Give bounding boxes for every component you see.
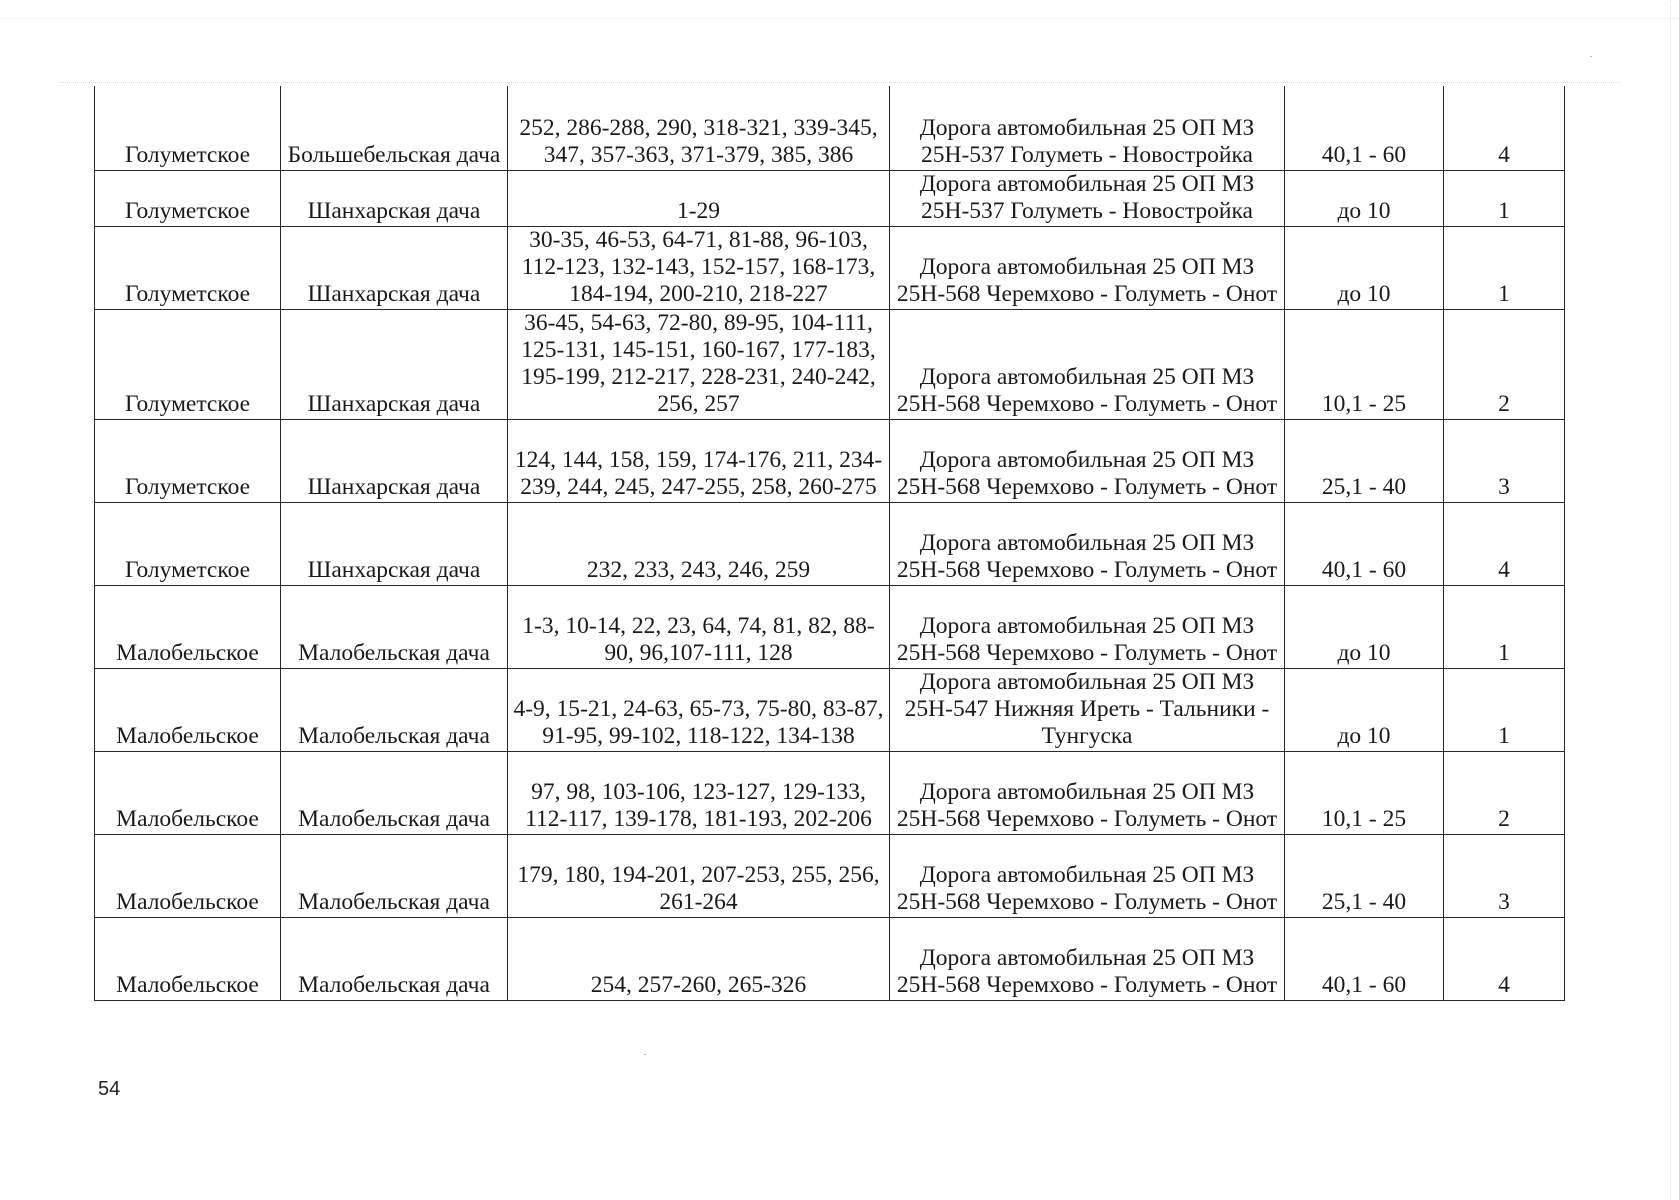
cell-quarters: 36-45, 54-63, 72-80, 89-95, 104-111, 125-131, 145-151, 160-167, 177-183, 195-199, 212-217, 228-231, 240-242, 256, 257	[508, 309, 890, 419]
cell-quarters: 4-9, 15-21, 24-63, 65-73, 75-80, 83-87, 91-95, 99-102, 118-122, 134-138	[508, 668, 890, 751]
cell-settlement: Малобельское	[95, 751, 281, 834]
table-body	[95, 86, 1565, 1000]
scan-artifact-line	[60, 82, 1620, 83]
cell-class: 2	[1444, 751, 1565, 834]
cell-road: Дорога автомобильная 25 ОП МЗ 25Н-568 Черемхово - Голуметь - Онот	[890, 917, 1285, 1000]
cell-forestry: Малобельская дача	[281, 917, 508, 1000]
cell-distance: до 10	[1285, 585, 1444, 668]
cell-class: 2	[1444, 309, 1565, 419]
cell-quarters: 254, 257-260, 265-326	[508, 917, 890, 1000]
forest-quarters-table	[94, 86, 1565, 1001]
cell-forestry: Шанхарская дача	[281, 502, 508, 585]
cell-forestry: Малобельская дача	[281, 751, 508, 834]
cell-distance: 40,1 - 60	[1285, 86, 1444, 170]
cell-class: 1	[1444, 585, 1565, 668]
cell-class: 3	[1444, 419, 1565, 502]
cell-class: 3	[1444, 834, 1565, 917]
cell-quarters: 252, 286-288, 290, 318-321, 339-345, 347, 357-363, 371-379, 385, 386	[508, 86, 890, 170]
cell-road: Дорога автомобильная 25 ОП МЗ 25Н-568 Черемхово - Голуметь - Онот	[890, 502, 1285, 585]
cell-settlement: Малобельское	[95, 585, 281, 668]
cell-road: Дорога автомобильная 25 ОП МЗ 25Н-568 Черемхово - Голуметь - Онот	[890, 419, 1285, 502]
cell-quarters: 1-3, 10-14, 22, 23, 64, 74, 81, 82, 88-90, 96,107-111, 128	[508, 585, 890, 668]
cell-distance: до 10	[1285, 226, 1444, 309]
cell-settlement: Малобельское	[95, 668, 281, 751]
cell-quarters: 1-29	[508, 170, 890, 226]
table-row	[95, 309, 1565, 419]
cell-forestry: Шанхарская дача	[281, 226, 508, 309]
cell-quarters: 179, 180, 194-201, 207-253, 255, 256, 261-264	[508, 834, 890, 917]
cell-settlement: Голуметское	[95, 502, 281, 585]
cell-road: Дорога автомобильная 25 ОП МЗ 25Н-568 Черемхово - Голуметь - Онот	[890, 751, 1285, 834]
cell-class: 1	[1444, 170, 1565, 226]
table-row	[95, 751, 1565, 834]
cell-quarters: 124, 144, 158, 159, 174-176, 211, 234-239, 244, 245, 247-255, 258, 260-275	[508, 419, 890, 502]
cell-road: Дорога автомобильная 25 ОП МЗ 25Н-568 Черемхово - Голуметь - Онот	[890, 834, 1285, 917]
table-row	[95, 170, 1565, 226]
cell-distance: 40,1 - 60	[1285, 502, 1444, 585]
table-row	[95, 917, 1565, 1000]
cell-distance: 25,1 - 40	[1285, 419, 1444, 502]
cell-quarters: 232, 233, 243, 246, 259	[508, 502, 890, 585]
cell-road: Дорога автомобильная 25 ОП МЗ 25Н-537 Голуметь - Новостройка	[890, 86, 1285, 170]
cell-quarters: 97, 98, 103-106, 123-127, 129-133, 112-117, 139-178, 181-193, 202-206	[508, 751, 890, 834]
cell-settlement: Голуметское	[95, 309, 281, 419]
cell-road: Дорога автомобильная 25 ОП МЗ 25Н-568 Черемхово - Голуметь - Онот	[890, 585, 1285, 668]
cell-distance: до 10	[1285, 668, 1444, 751]
cell-settlement: Голуметское	[95, 170, 281, 226]
cell-forestry: Малобельская дача	[281, 585, 508, 668]
cell-distance: 10,1 - 25	[1285, 309, 1444, 419]
page-number: 54	[98, 1078, 121, 1100]
cell-settlement: Голуметское	[95, 86, 281, 170]
table-row	[95, 86, 1565, 170]
table-row	[95, 834, 1565, 917]
cell-settlement: Малобельское	[95, 834, 281, 917]
cell-road: Дорога автомобильная 25 ОП МЗ 25Н-547 Нижняя Иреть - Тальники - Тунгуска	[890, 668, 1285, 751]
cell-settlement: Голуметское	[95, 419, 281, 502]
table-row	[95, 419, 1565, 502]
cell-class: 4	[1444, 86, 1565, 170]
table-row	[95, 502, 1565, 585]
cell-road: Дорога автомобильная 25 ОП МЗ 25Н-568 Черемхово - Голуметь - Онот	[890, 309, 1285, 419]
scan-edge-right	[1670, 0, 1671, 1200]
cell-road: Дорога автомобильная 25 ОП МЗ 25Н-568 Черемхово - Голуметь - Онот	[890, 226, 1285, 309]
cell-forestry: Шанхарская дача	[281, 309, 508, 419]
cell-distance: 40,1 - 60	[1285, 917, 1444, 1000]
cell-quarters: 30-35, 46-53, 64-71, 81-88, 96-103, 112-123, 132-143, 152-157, 168-173, 184-194, 200-210, 218-227	[508, 226, 890, 309]
scan-speck	[1590, 56, 1592, 57]
cell-distance: до 10	[1285, 170, 1444, 226]
cell-road: Дорога автомобильная 25 ОП МЗ 25Н-537 Голуметь - Новостройка	[890, 170, 1285, 226]
cell-forestry: Большебельская дача	[281, 86, 508, 170]
cell-forestry: Малобельская дача	[281, 834, 508, 917]
cell-distance: 25,1 - 40	[1285, 834, 1444, 917]
cell-forestry: Шанхарская дача	[281, 419, 508, 502]
cell-class: 4	[1444, 917, 1565, 1000]
cell-settlement: Голуметское	[95, 226, 281, 309]
cell-class: 1	[1444, 668, 1565, 751]
table-row	[95, 226, 1565, 309]
table-row	[95, 668, 1565, 751]
scan-edge-top	[0, 18, 1679, 19]
table-row	[95, 585, 1565, 668]
cell-distance: 10,1 - 25	[1285, 751, 1444, 834]
cell-class: 1	[1444, 226, 1565, 309]
cell-forestry: Шанхарская дача	[281, 170, 508, 226]
scan-speck	[644, 1054, 646, 1055]
cell-class: 4	[1444, 502, 1565, 585]
cell-forestry: Малобельская дача	[281, 668, 508, 751]
cell-settlement: Малобельское	[95, 917, 281, 1000]
